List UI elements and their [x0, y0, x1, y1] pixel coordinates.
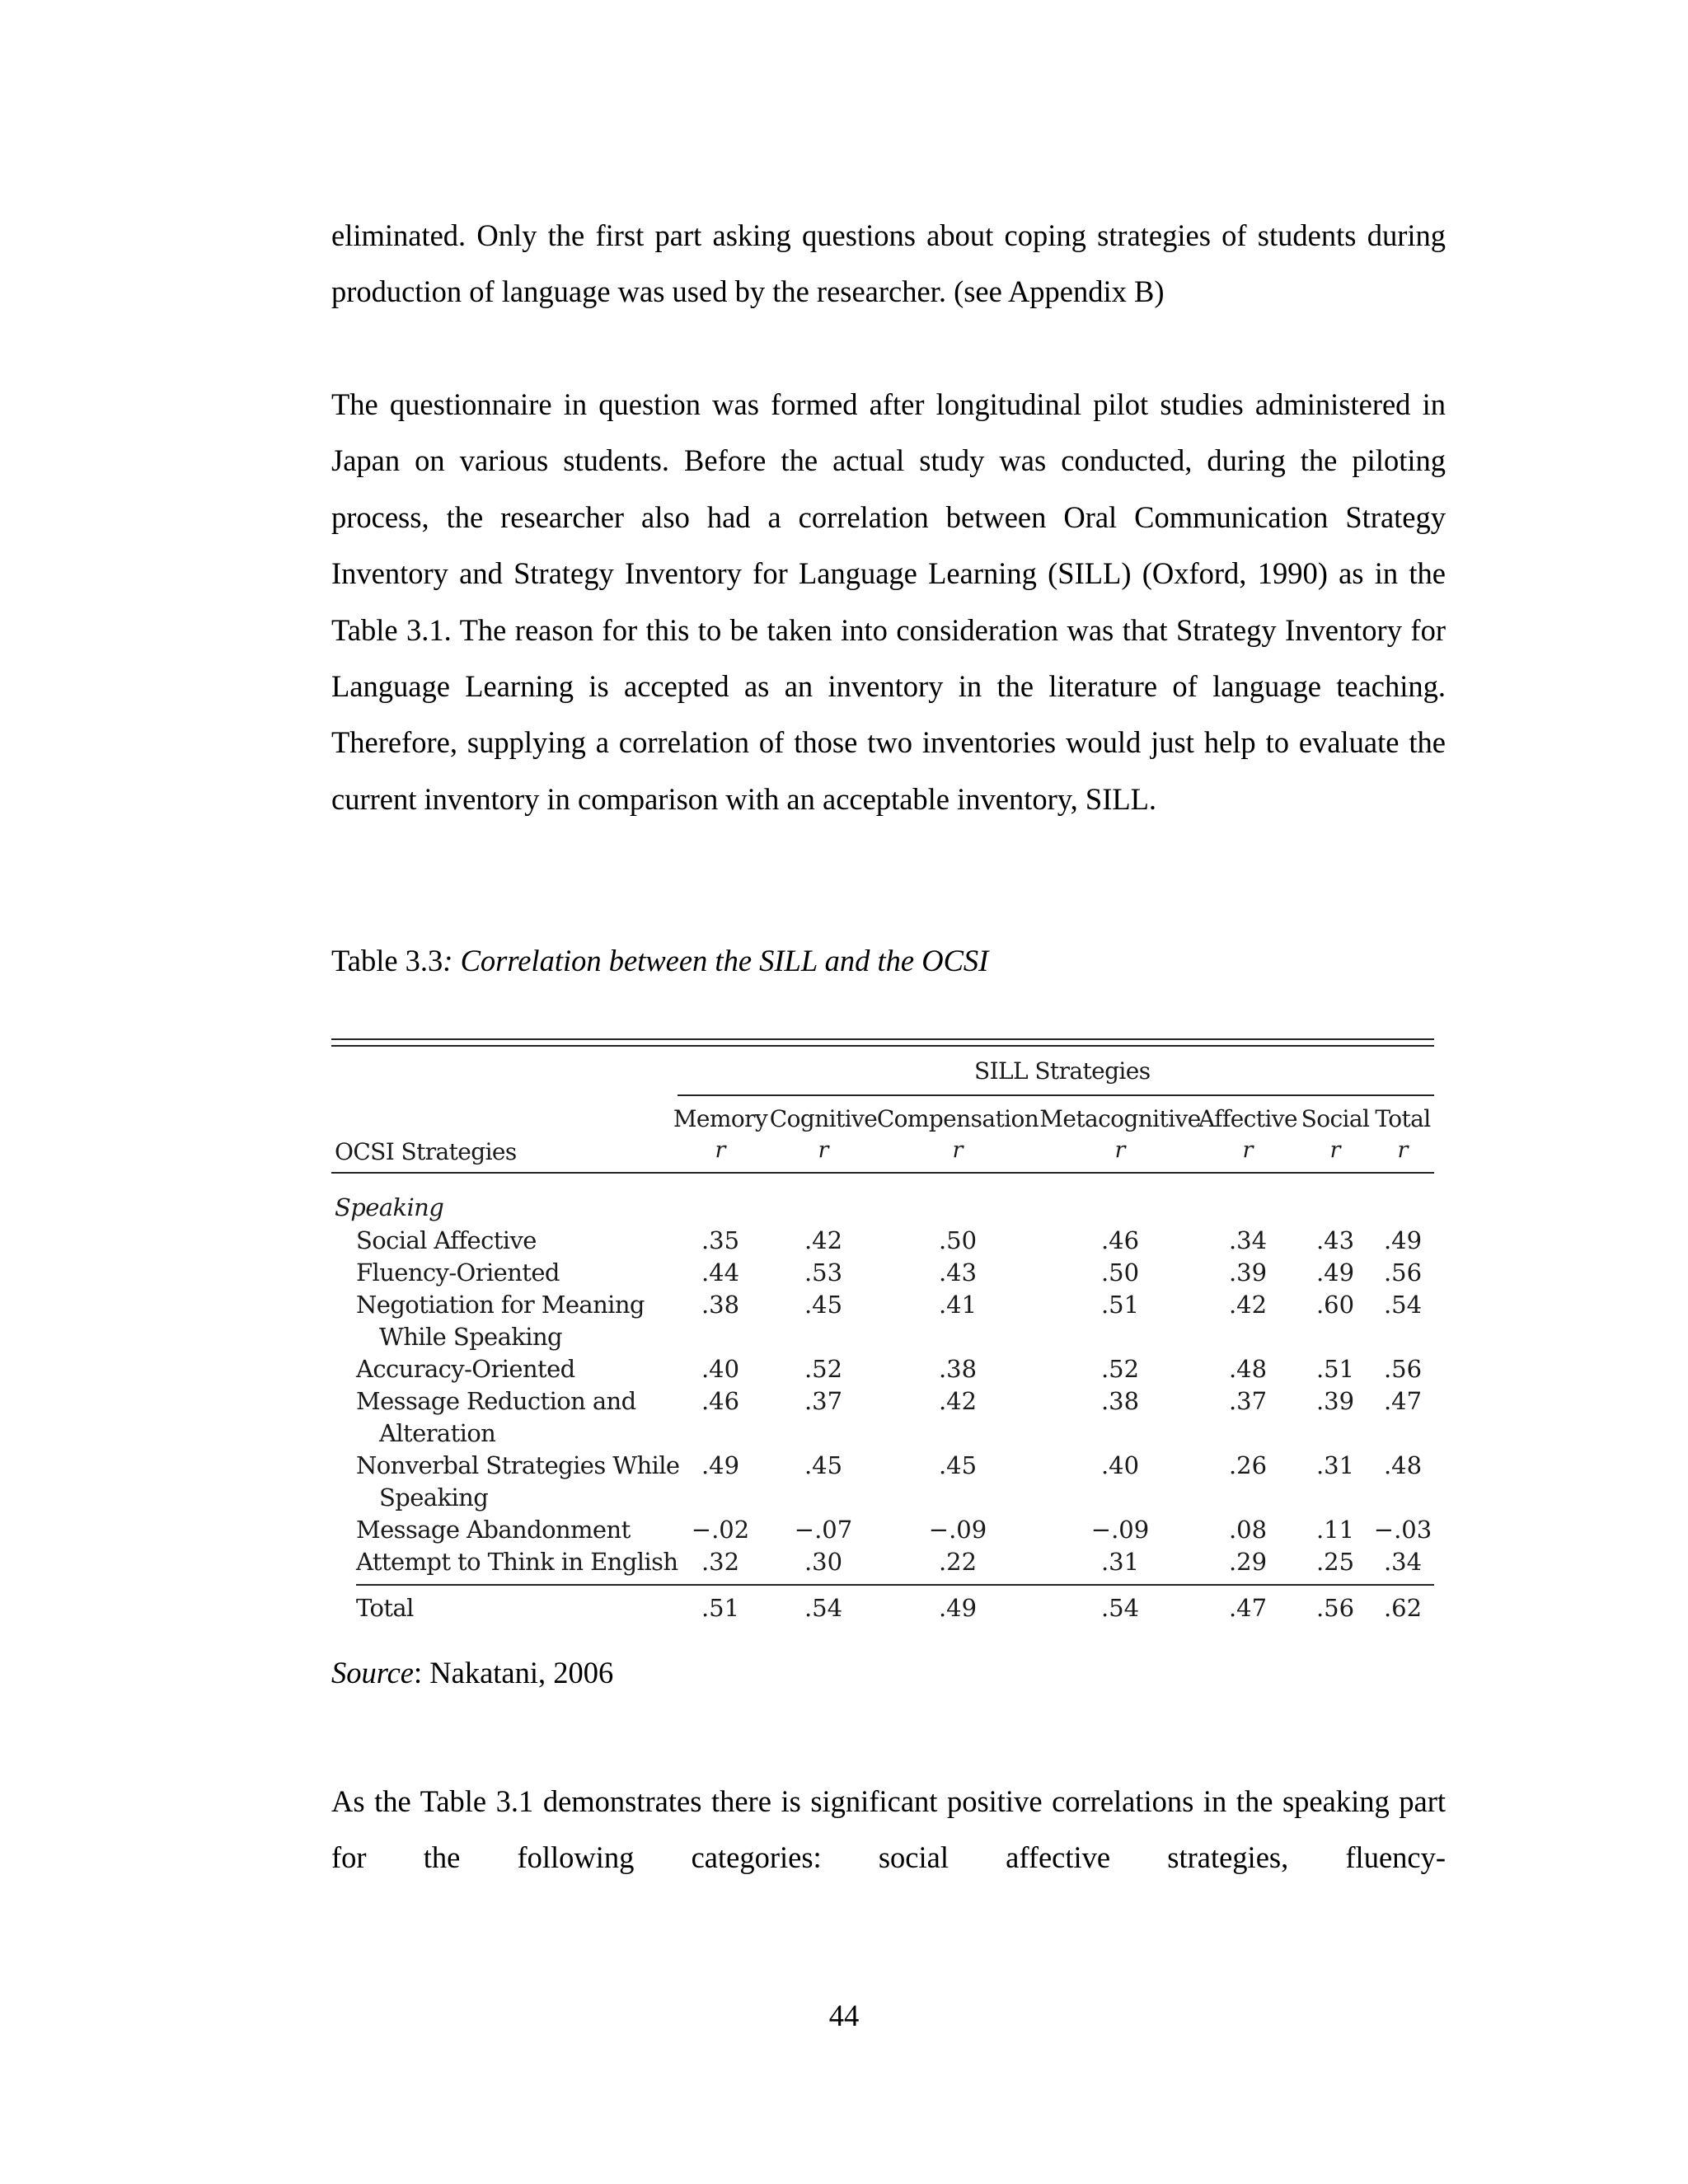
- table-cell: .30: [804, 1548, 843, 1576]
- row-label: Accuracy-Oriented: [356, 1355, 575, 1383]
- row-label: Attempt to Think in English: [356, 1548, 678, 1576]
- column-header-affective: Affective: [1198, 1105, 1297, 1132]
- table-cell: .51: [1100, 1291, 1140, 1319]
- column-header-compensation: Compensation: [876, 1105, 1039, 1132]
- table-cell: .32: [701, 1548, 740, 1576]
- table-cell: .42: [938, 1387, 978, 1415]
- table-cell: .56: [1383, 1355, 1423, 1383]
- table-cell: .22: [938, 1548, 978, 1576]
- table-cell: .34: [1228, 1226, 1268, 1254]
- sill-strategies-header: SILL Strategies: [974, 1057, 1151, 1085]
- row-label: Alteration: [379, 1419, 496, 1447]
- table-cell: .40: [701, 1355, 740, 1383]
- paragraph-3: As the Table 3.1 demonstrates there is significant positive correlations in the speaking part for the following categories: social affective strategies, fluency-: [331, 1784, 1446, 1875]
- stat-symbol-r: r: [715, 1137, 726, 1163]
- total-cell: .56: [1315, 1594, 1355, 1622]
- table-cell: .45: [804, 1451, 843, 1479]
- table-caption-title: : Correlation between the SILL and the OCSI: [443, 944, 989, 977]
- table-cell: .45: [804, 1291, 843, 1319]
- row-label: While Speaking: [379, 1323, 562, 1351]
- table-cell: .48: [1228, 1355, 1268, 1383]
- source-text: : Nakatani, 2006: [414, 1656, 614, 1690]
- table-cell: .25: [1315, 1548, 1355, 1576]
- row-label: Message Abandonment: [356, 1516, 631, 1544]
- table-cell: .29: [1228, 1548, 1268, 1576]
- table-caption: [331, 941, 988, 981]
- table-cell: −.07: [794, 1516, 853, 1544]
- row-label: Fluency-Oriented: [356, 1258, 560, 1286]
- total-cell: .49: [938, 1594, 978, 1622]
- table-top-rule: [331, 1038, 1434, 1040]
- column-header-cognitive: Cognitive: [769, 1105, 878, 1132]
- correlation-table: [331, 1032, 1434, 1642]
- stat-symbol-r: r: [1242, 1137, 1254, 1163]
- table-cell: .49: [701, 1451, 740, 1479]
- column-header-total: Total: [1375, 1105, 1431, 1132]
- table-cell: .37: [1228, 1387, 1268, 1415]
- table-cell: .52: [1100, 1355, 1140, 1383]
- table-cell: .35: [701, 1226, 740, 1254]
- stat-symbol-r: r: [1397, 1137, 1409, 1163]
- table-cell: .34: [1383, 1548, 1423, 1576]
- table-cell: .47: [1383, 1387, 1423, 1415]
- table-cell: .41: [938, 1291, 978, 1319]
- table-cell: .40: [1100, 1451, 1140, 1479]
- table-cell: .49: [1383, 1226, 1423, 1254]
- stat-symbol-r: r: [1329, 1137, 1341, 1163]
- sill-header-rule: [678, 1094, 1434, 1096]
- row-label: Speaking: [379, 1483, 489, 1511]
- table-cell: .52: [804, 1355, 843, 1383]
- table-cell: −.02: [691, 1516, 750, 1544]
- row-label: Negotiation for Meaning: [356, 1291, 645, 1319]
- table-cell: .43: [938, 1258, 978, 1286]
- table-cell: .54: [1383, 1291, 1423, 1319]
- table-cell: .39: [1228, 1258, 1268, 1286]
- table-cell: .50: [1100, 1258, 1140, 1286]
- paragraph-1: eliminated. Only the first part asking questions about coping strategies of students during production of language was used by the researcher. (see Appendix B): [331, 218, 1446, 309]
- table-cell: .39: [1315, 1387, 1355, 1415]
- header-bottom-rule: [331, 1172, 1434, 1174]
- total-cell: .54: [804, 1594, 843, 1622]
- row-label: Message Reduction and: [356, 1387, 636, 1415]
- total-cell: .62: [1383, 1594, 1423, 1622]
- table-cell: .31: [1315, 1451, 1355, 1479]
- total-cell: .54: [1100, 1594, 1140, 1622]
- table-cell: −.09: [1090, 1516, 1150, 1544]
- table-cell: .45: [938, 1451, 978, 1479]
- table-cell: .60: [1315, 1291, 1355, 1319]
- table-cell: .56: [1383, 1258, 1423, 1286]
- table-cell: .49: [1315, 1258, 1355, 1286]
- total-cell: .51: [701, 1594, 740, 1622]
- total-label: Total: [356, 1594, 414, 1622]
- page-number: 44: [828, 1999, 860, 2032]
- source-label: Source: [331, 1656, 415, 1690]
- table-cell: .11: [1315, 1516, 1355, 1544]
- column-header-social: Social: [1301, 1105, 1370, 1132]
- table-cell: .26: [1228, 1451, 1268, 1479]
- table-cell: .46: [1100, 1226, 1140, 1254]
- row-label: Nonverbal Strategies While: [356, 1451, 680, 1479]
- table-source: [331, 1653, 613, 1693]
- table-cell: .44: [701, 1258, 740, 1286]
- table-cell: .42: [1228, 1291, 1268, 1319]
- table-cell: .46: [701, 1387, 740, 1415]
- table-cell: .43: [1315, 1226, 1355, 1254]
- table-cell: .42: [804, 1226, 843, 1254]
- column-header-memory: Memory: [673, 1105, 768, 1132]
- column-header-metacognitive: Metacognitive: [1039, 1105, 1201, 1132]
- table-cell: −.03: [1373, 1516, 1432, 1544]
- table-cell: .08: [1228, 1516, 1268, 1544]
- table-cell: −.09: [928, 1516, 987, 1544]
- table-cell: .31: [1100, 1548, 1140, 1576]
- table-cell: .38: [1100, 1387, 1140, 1415]
- total-cell: .47: [1228, 1594, 1268, 1622]
- table-cell: .50: [938, 1226, 978, 1254]
- table-cell: .38: [701, 1291, 740, 1319]
- table-cell: .37: [804, 1387, 843, 1415]
- table-cell: .38: [938, 1355, 978, 1383]
- ocsi-strategies-header: OCSI Strategies: [335, 1138, 517, 1165]
- paragraph-2: The questionnaire in question was formed after longitudinal pilot studies administered in Japan on various students. Before the actual study was conducted, during the piloting process, the researcher also had a correlation between Oral Communication Strategy Inventory and Strategy Inventory for Language Learning (SILL) (Oxford, 1990) as in the Table 3.1. The reason for this to be taken into consideration was that Strategy Inventory for Language Learning is accepted as an inventory in the literature of language teaching. Therefore, supplying a correlation of those two inventories would just help to evaluate the current inventory in comparison with an acceptable inventory, SILL.: [331, 387, 1446, 816]
- table-caption-label: Table 3.3: [331, 944, 443, 977]
- stat-symbol-r: r: [1114, 1137, 1126, 1163]
- table-top-rule-2: [331, 1045, 1434, 1047]
- row-label: Social Affective: [356, 1226, 537, 1254]
- table-cell: .53: [804, 1258, 843, 1286]
- table-cell: .48: [1383, 1451, 1423, 1479]
- stat-symbol-r: r: [952, 1137, 964, 1163]
- stat-symbol-r: r: [818, 1137, 829, 1163]
- total-rule: [356, 1584, 1434, 1586]
- table-cell: .51: [1315, 1355, 1355, 1383]
- section-label-speaking: Speaking: [335, 1193, 444, 1221]
